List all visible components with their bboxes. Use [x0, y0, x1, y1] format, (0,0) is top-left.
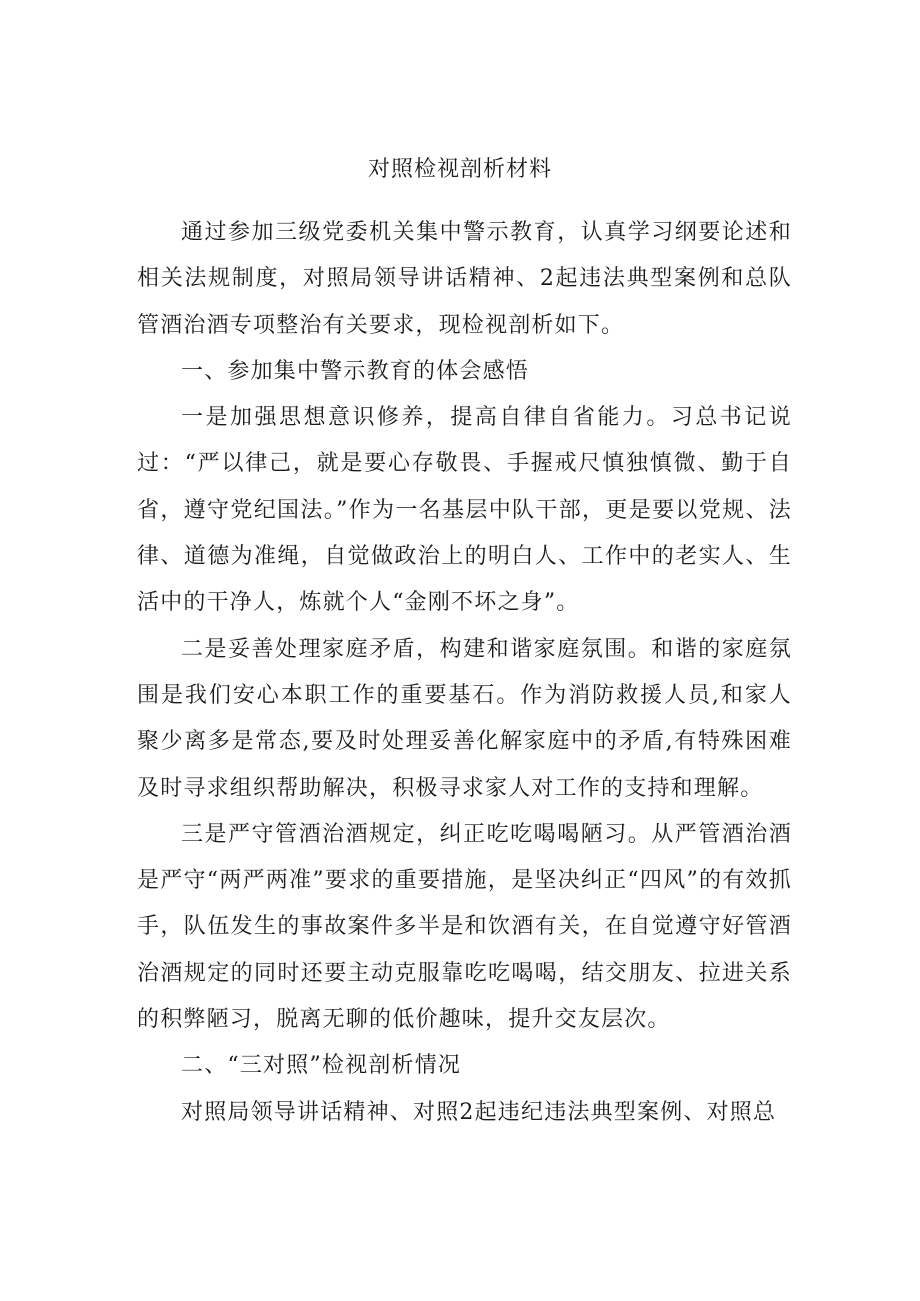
paragraph-section-2-start: 对照局领导讲话精神、对照2起违纪违法典型案例、对照总 [181, 1099, 777, 1125]
section-heading-2: 二、“三对照”检视剖析情况 [181, 1053, 462, 1079]
paragraph-point-1: 一是加强思想意识修养，提高自律自省能力。习总书记说过：“严以律己，就是要心存敬畏、手握戒尺慎独慎微、勤于自省，遵守党纪国法。”作为一名基层中队干部，更是要以党规、法律、道德为准绳，自觉做政治上的明白人、工作中的老实人、生活中的干净人，炼就个人“金刚不坏之身”。 [137, 405, 792, 616]
paragraph-point-2: 二是妥善处理家庭矛盾，构建和谐家庭氛围。和谐的家庭氛围是我们安心本职工作的重要基石。作为消防救援人员,和家人聚少离多是常态,要及时处理妥善化解家庭中的矛盾,有特殊困难及时寻求组织帮助解决，积极寻求家人对工作的支持和理解。 [137, 636, 792, 801]
paragraph-point-3: 三是严守管酒治酒规定，纠正吃吃喝喝陋习。从严管酒治酒是严守“两严两准”要求的重要措施，是坚决纠正“四风”的有效抓手，队伍发生的事故案件多半是和饮酒有关，在自觉遵守好管酒治酒规定的同时还要主动克服靠吃吃喝喝，结交朋友、拉进关系的积弊陋习，脱离无聊的低价趣味，提升交友层次。 [137, 821, 792, 1033]
document-title: 对照检视剖析材料 [367, 157, 552, 182]
section-heading-1: 一、参加集中警示教育的体会感悟 [181, 358, 530, 384]
paragraph-intro: 通过参加三级党委机关集中警示教育，认真学习纲要论述和相关法规制度，对照局领导讲话精神、2起违法典型案例和总队管酒治酒专项整治有关要求，现检视剖析如下。 [137, 220, 792, 338]
document-body [137, 210, 792, 1136]
